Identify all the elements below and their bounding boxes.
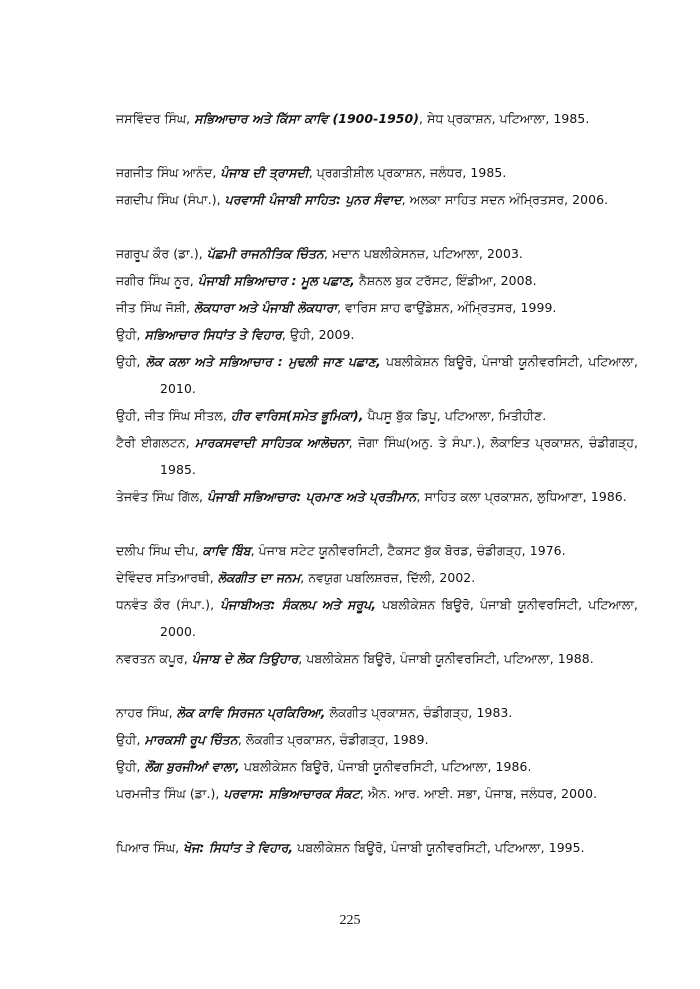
entry-author: ਉਹੀ,	[116, 759, 145, 774]
bibliography-entry	[116, 105, 638, 132]
entry-title: ਪੱਛਮੀ ਰਾਜਨੀਤਿਕ ਚਿੰਤਨ	[206, 246, 324, 261]
entry-details: ਲੋਕਗੀਤ ਪ੍ਰਕਾਸ਼ਨ, ਚੰਡੀਗੜ੍ਹ, 1983.	[325, 705, 513, 720]
bibliography-entry	[116, 726, 638, 753]
bibliography-entry	[116, 294, 638, 321]
entry-author: ਉਹੀ,	[116, 354, 146, 369]
entry-author: ਦੇਵਿੰਦਰ ਸਤਿਆਰਥੀ,	[116, 570, 218, 585]
bibliography-entry	[116, 186, 638, 213]
entry-title: ਮਾਰਕਸਵਾਦੀ ਸਾਹਿਤਕ ਆਲੋਚਨਾ	[195, 435, 349, 450]
entry-details: , ਨਵਯੁਗ ਪਬਲਿਸ਼ਰਜ਼, ਦਿੱਲੀ, 2002.	[300, 570, 476, 585]
entry-author: ਨਵਰਤਨ ਕਪੂਰ,	[116, 651, 192, 666]
bibliography-entry	[116, 834, 638, 861]
bibliography-entry	[116, 348, 638, 402]
entry-author: ਪਿਆਰ ਸਿੰਘ,	[116, 840, 184, 855]
entry-title: ਮਾਰਕਸੀ ਰੂਪ ਚਿੰਤਨ	[144, 732, 238, 747]
bibliography-entry	[116, 240, 638, 267]
entry-details: ਪਬਲੀਕੇਸ਼ਨ ਬਿਊਰੋ, ਪੰਜਾਬੀ ਯੂਨੀਵਰਸਿਟੀ, ਪਟਿਆਲਾ, 2000.	[160, 597, 638, 639]
bibliography-entry	[116, 429, 638, 483]
entry-details: , ਅਲਕਾ ਸਾਹਿਤ ਸਦਨ ਅੰਮ੍ਰਿਤਸਰ, 2006.	[401, 192, 609, 207]
entry-title: ਲੋਕ ਕਲਾ ਅਤੇ ਸਭਿਆਚਾਰ : ਮੁਢਲੀ ਜਾਣ ਪਛਾਣ,	[145, 354, 381, 369]
bibliography-entry	[116, 699, 638, 726]
entry-details: ਪਬਲੀਕੇਸ਼ਨ ਬਿਊਰੋ, ਪੰਜਾਬੀ ਯੂਨੀਵਰਸਿਟੀ, ਪਟਿਆਲਾ, 1995.	[293, 840, 585, 855]
entry-author: ਜੀਤ ਸਿੰਘ ਜੋਸ਼ੀ,	[116, 300, 195, 315]
entry-author: ਜਸਵਿੰਦਰ ਸਿੰਘ,	[116, 111, 195, 126]
entry-details: ਪੈਪਸੂ ਬੁੱਕ ਡਿਪੂ, ਪਟਿਆਲਾ, ਮਿਤੀਹੀਣ.	[363, 408, 547, 423]
bibliography-entry	[116, 591, 638, 645]
page-number: 225	[339, 913, 361, 928]
entry-author: ਜਗੀਰ ਸਿੰਘ ਨੂਰ,	[116, 273, 198, 288]
entry-details: ਨੈਸ਼ਨਲ ਬੁਕ ਟਰੱਸਟ, ਇੰਡੀਆ, 2008.	[354, 273, 537, 288]
entry-author: ਜਗਰੂਪ ਕੌਰ (ਡਾ.),	[116, 246, 207, 261]
entry-details: , ਸੇਧ ਪ੍ਰਕਾਸ਼ਨ, ਪਟਿਆਲਾ, 1985.	[419, 111, 590, 126]
entry-title: ਲੋਕਧਾਰਾ ਅਤੇ ਪੰਜਾਬੀ ਲੋਕਧਾਰਾ	[194, 300, 338, 315]
entry-author: ਉਹੀ,	[116, 327, 145, 342]
bibliography-entry	[116, 645, 638, 672]
entry-title: ਲੋਕ ਕਾਵਿ ਸਿਰਜਨ ਪ੍ਰਕਿਰਿਆ,	[176, 705, 326, 720]
entry-title: ਸਭਿਆਚਾਰ ਸਿਧਾਂਤ ਤੇ ਵਿਹਾਰ	[144, 327, 282, 342]
entry-title: ਪੰਜਾਬੀ ਸਭਿਆਚਾਰ : ਮੂਲ ਪਛਾਣ,	[197, 273, 355, 288]
entry-author: ਟੈਰੀ ਈਗਲਟਨ,	[116, 435, 196, 450]
bibliography-entry	[116, 753, 638, 780]
entry-details: ਪਬਲੀਕੇਸ਼ਨ ਬਿਊਰੋ, ਪੰਜਾਬੀ ਯੂਨੀਵਰਸਿਟੀ, ਪਟਿਆਲਾ, 1986.	[240, 759, 532, 774]
bibliography-entry	[116, 780, 638, 807]
entry-author: ਧਨਵੰਤ ਕੌਰ (ਸੰਪਾ.),	[116, 597, 221, 612]
entry-author: ਉਹੀ, ਜੀਤ ਸਿੰਘ ਸੀਤਲ,	[116, 408, 231, 423]
entry-details: , ਜੋਗਾ ਸਿੰਘ(ਅਨੁ. ਤੇ ਸੰਪਾ.), ਲੋਕਾਇਤ ਪ੍ਰਕਾਸ਼ਨ, ਚੰਡੀਗੜ੍ਹ, 1985.	[160, 435, 638, 477]
entry-author: ਨਾਹਰ ਸਿੰਘ,	[116, 705, 177, 720]
entry-details: , ਸਾਹਿਤ ਕਲਾ ਪ੍ਰਕਾਸ਼ਨ, ਲੁਧਿਆਣਾ, 1986.	[416, 489, 627, 504]
bibliography-entry	[116, 267, 638, 294]
entry-author: ਪਰਮਜੀਤ ਸਿੰਘ (ਡਾ.),	[116, 786, 224, 801]
entry-title: ਪੰਜਾਬ ਦੇ ਲੋਕ ਤਿਉਹਾਰ	[191, 651, 299, 666]
entry-details: , ਪ੍ਰਗਤੀਸ਼ੀਲ ਪ੍ਰਕਾਸ਼ਨ, ਜਲੰਧਰ, 1985.	[308, 165, 507, 180]
entry-title: ਹੀਰ ਵਾਰਿਸ(ਸਮੇਤ ਭੂਮਿਕਾ),	[230, 408, 364, 423]
entry-author: ਜਗਦੀਪ ਸਿੰਘ (ਸੰਪਾ.),	[116, 192, 225, 207]
bibliography-entry	[116, 483, 638, 510]
entry-title: ਪਰਵਾਸ: ਸਭਿਆਚਾਰਕ ਸੰਕਟ	[223, 786, 360, 801]
entry-details: , ਪਬਲੀਕੇਸ਼ਨ ਬਿਊਰੋ, ਪੰਜਾਬੀ ਯੂਨੀਵਰਸਿਟੀ, ਪਟਿਆਲਾ, 1988.	[298, 651, 594, 666]
entry-title: ਲੌਂਗ ਬੁਰਜੀਆਂ ਵਾਲਾ,	[144, 759, 240, 774]
entry-details: , ਪੰਜਾਬ ਸਟੇਟ ਯੂਨੀਵਰਸਿਟੀ, ਟੈਕਸਟ ਬੁੱਕ ਬੋਰਡ, ਚੰਡੀਗੜ੍ਹ, 1976.	[250, 543, 566, 558]
entry-title: ਖੋਜ: ਸਿਧਾਂਤ ਤੇ ਵਿਹਾਰ,	[183, 840, 294, 855]
entry-author: ਉਹੀ,	[116, 732, 145, 747]
entry-title: ਪਰਵਾਸੀ ਪੰਜਾਬੀ ਸਾਹਿਤ: ਪੁਨਰ ਸੰਵਾਦ	[224, 192, 402, 207]
entry-title: ਲੋਕਗੀਤ ਦਾ ਜਨਮ	[217, 570, 301, 585]
bibliography-entry	[116, 321, 638, 348]
entry-title: ਪੰਜਾਬੀ ਸਭਿਆਚਾਰ: ਪ੍ਰਮਾਣ ਅਤੇ ਪ੍ਰਤੀਮਾਨ	[207, 489, 417, 504]
entry-details: , ਐਨ. ਆਰ. ਆਈ. ਸਭਾ, ਪੰਜਾਬ, ਜਲੰਧਰ, 2000.	[359, 786, 598, 801]
bibliography-entry	[116, 537, 638, 564]
entry-details: , ਲੋਕਗੀਤ ਪ੍ਰਕਾਸ਼ਨ, ਚੰਡੀਗੜ੍ਹ, 1989.	[237, 732, 429, 747]
bibliography-entry	[116, 159, 638, 186]
entry-title: ਸਭਿਆਚਾਰ ਅਤੇ ਕਿੱਸਾ ਕਾਵਿ (1900-1950)	[194, 111, 420, 126]
entry-title: ਪੰਜਾਬੀਅਤ: ਸੰਕਲਪ ਅਤੇ ਸਰੂਪ,	[220, 597, 377, 612]
entry-details: , ਵਾਰਿਸ ਸ਼ਾਹ ਫਾਉਂਡੇਸ਼ਨ, ਅੰਮ੍ਰਿਤਸਰ, 1999.	[337, 300, 557, 315]
entry-details: , ਉਹੀ, 2009.	[281, 327, 355, 342]
entry-author: ਤੇਜਵੰਤ ਸਿੰਘ ਗਿੱਲ,	[116, 489, 208, 504]
entry-details: , ਮਦਾਨ ਪਬਲੀਕੇਸਨਜ਼, ਪਟਿਆਲਾ, 2003.	[324, 246, 523, 261]
bibliography-entry	[116, 564, 638, 591]
entry-title: ਪੰਜਾਬ ਦੀ ਤ੍ਰਾਸਦੀ	[220, 165, 309, 180]
entry-author: ਜਗਜੀਤ ਸਿੰਘ ਆਨੰਦ,	[116, 165, 221, 180]
entry-author: ਦਲੀਪ ਸਿੰਘ ਦੀਪ,	[116, 543, 203, 558]
entry-title: ਕਾਵਿ ਬਿੰਬ	[202, 543, 251, 558]
entry-details: ਪਬਲੀਕੇਸ਼ਨ ਬਿਊਰੋ, ਪੰਜਾਬੀ ਯੂਨੀਵਰਸਿਟੀ, ਪਟਿਆਲਾ, 2010.	[160, 354, 638, 396]
bibliography-entry	[116, 402, 638, 429]
